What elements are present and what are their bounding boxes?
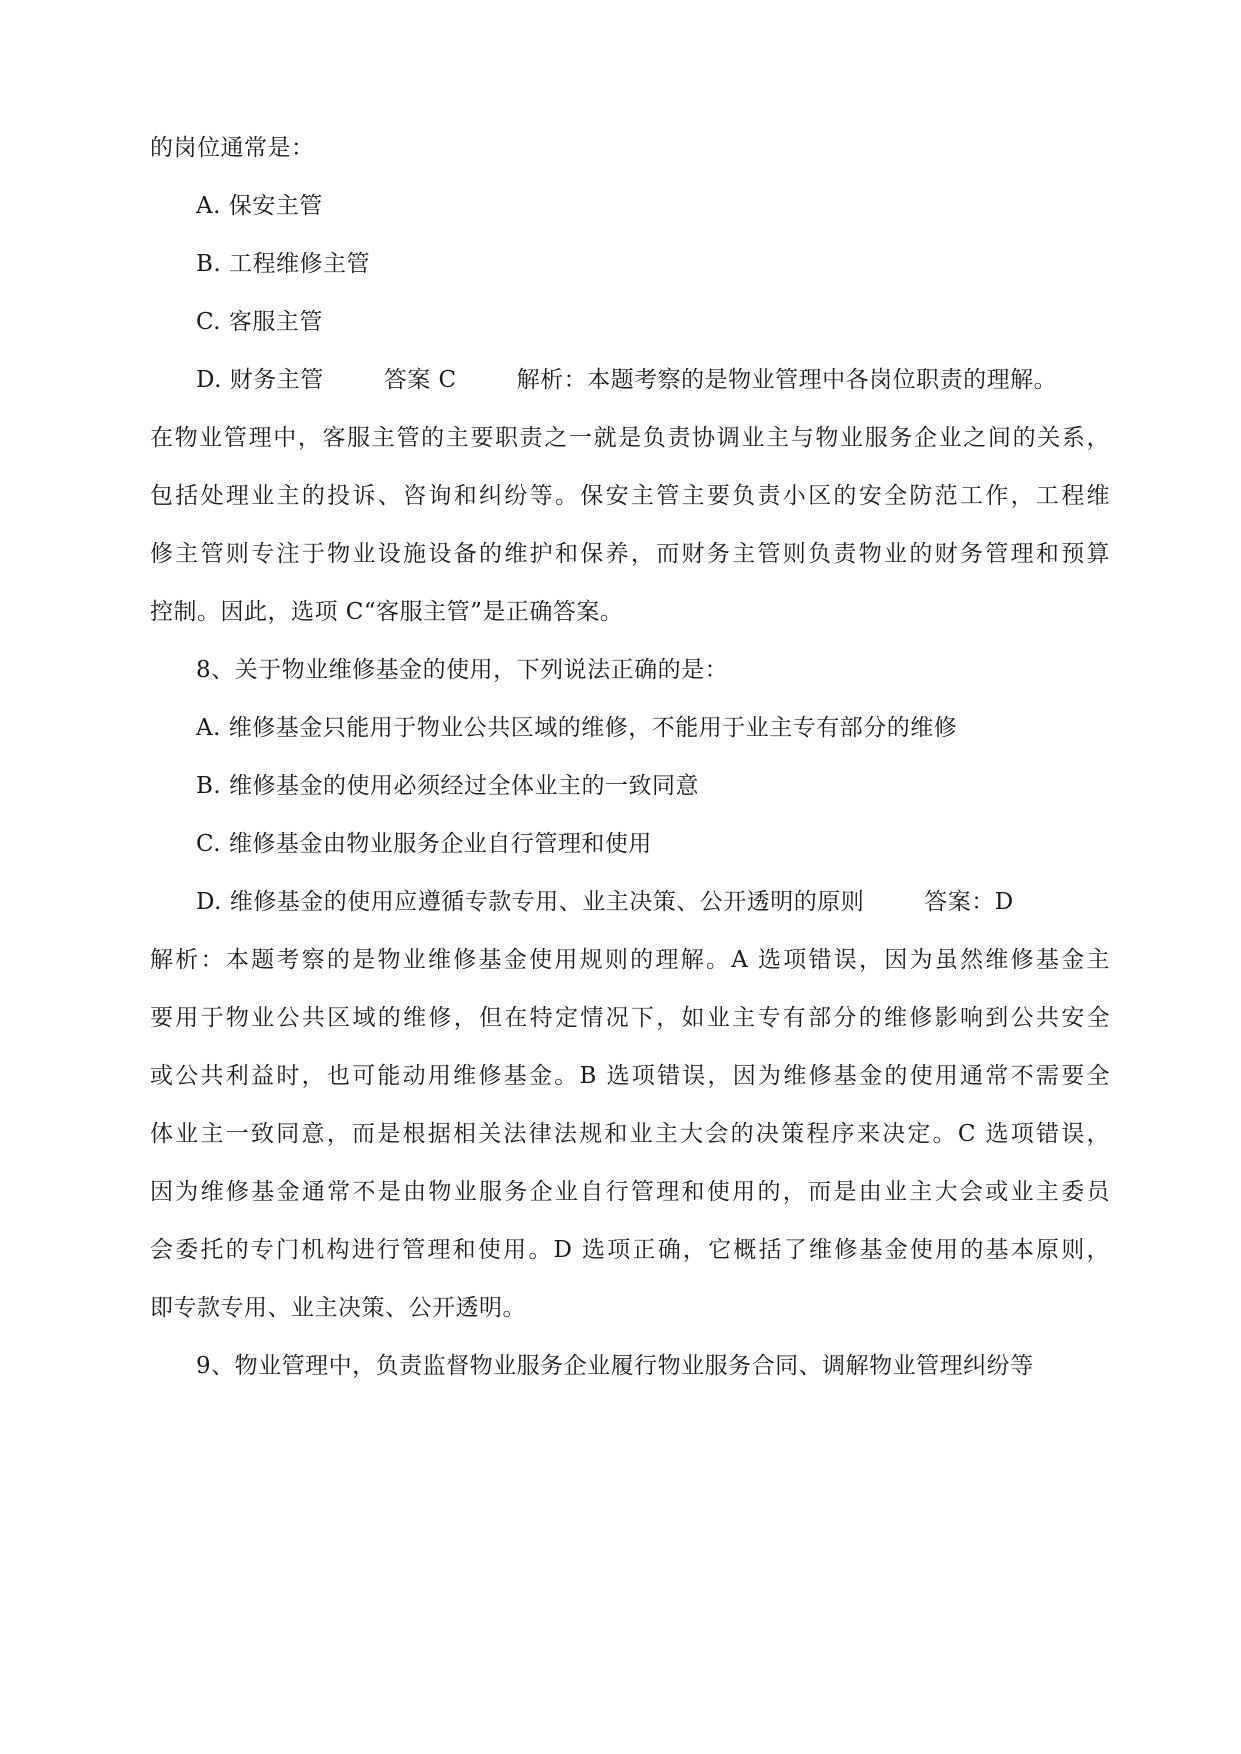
q8-analysis-line: 因为维修基金通常不是由物业服务企业自行管理和使用的，而是由业主大会或业主委员 [150, 1179, 1110, 1205]
q8-analysis-line: 会委托的专门机构进行管理和使用。D 选项正确，它概括了维修基金使用的基本原则， [150, 1237, 1110, 1263]
q8-answer: 答案：D [924, 889, 1014, 915]
q8-stem: 8、关于物业维修基金的使用，下列说法正确的是： [196, 657, 729, 683]
q7-option-b: B. 工程维修主管 [196, 251, 371, 277]
q7-answer: 答案 C [383, 367, 457, 393]
q8-analysis-line: 体业主一致同意，而是根据相关法律法规和业主大会的决策程序来决定。C 选项错误， [150, 1121, 1110, 1147]
q7-analysis-line: 在物业管理中，客服主管的主要职责之一就是负责协调业主与物业服务企业之间的关系， [150, 425, 1110, 451]
q7-option-c: C. 客服主管 [196, 309, 323, 335]
q8-analysis-line: 解析：本题考察的是物业维修基金使用规则的理解。A 选项错误，因为虽然维修基金主 [150, 947, 1110, 973]
q7-analysis-head: 解析：本题考察的是物业管理中各岗位职责的理解。 [516, 367, 1058, 393]
q7-analysis-line: 包括处理业主的投诉、咨询和纠纷等。保安主管主要负责小区的安全防范工作，工程维 [150, 483, 1110, 509]
q8-analysis-line: 即专款专用、业主决策、公开透明。 [150, 1295, 526, 1321]
q8-option-d-row [196, 886, 1156, 918]
q7-option-d: D. 财务主管 [196, 367, 324, 393]
q7-analysis-line: 修主管则专注于物业设施设备的维护和保养，而财务主管则负责物业的财务管理和预算 [150, 541, 1110, 567]
q8-option-a: A. 维修基金只能用于物业公共区域的维修，不能用于业主专有部分的维修 [196, 715, 958, 741]
q9-stem: 9、物业管理中，负责监督物业服务企业履行物业服务合同、调解物业管理纠纷等 [196, 1353, 1034, 1379]
q8-option-c: C. 维修基金由物业服务企业自行管理和使用 [196, 831, 652, 857]
q8-option-b: B. 维修基金的使用必须经过全体业主的一致同意 [196, 773, 700, 799]
q8-option-d: D. 维修基金的使用应遵循专款专用、业主决策、公开透明的原则 [196, 889, 865, 915]
q7-stem-tail: 的岗位通常是： [150, 135, 315, 161]
q8-analysis-line: 要用于物业公共区域的维修，但在特定情况下，如业主专有部分的维修影响到公共安全 [150, 1005, 1110, 1031]
q7-option-d-row [196, 364, 1156, 396]
q7-analysis-line: 控制。因此，选项 C“客服主管”是正确答案。 [150, 599, 624, 625]
q7-option-a: A. 保安主管 [196, 193, 323, 219]
q8-analysis-line: 或公共利益时，也可能动用维修基金。B 选项错误，因为维修基金的使用通常不需要全 [150, 1063, 1110, 1089]
